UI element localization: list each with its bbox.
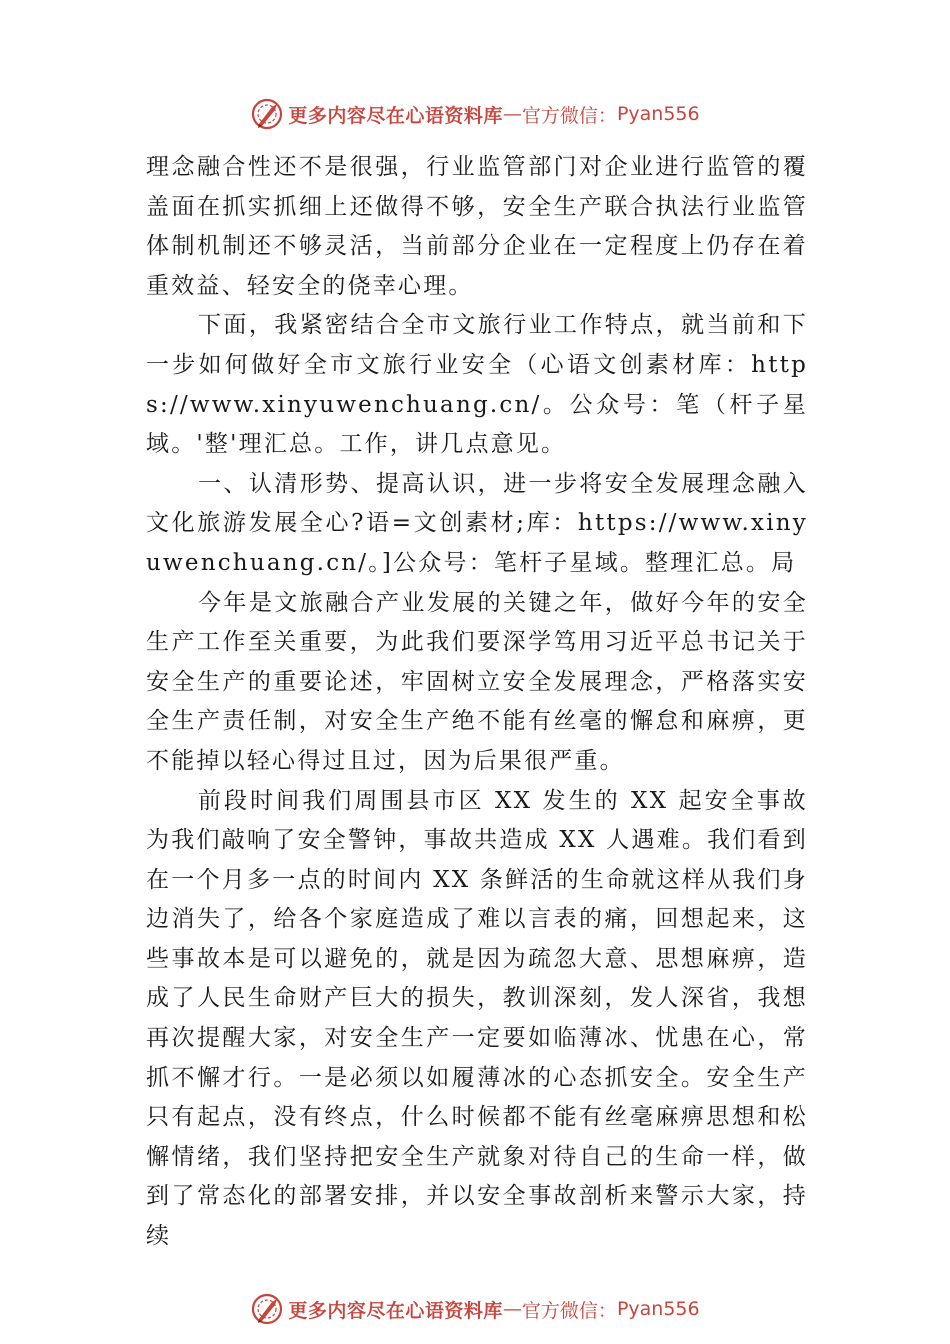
paragraph-1: 理念融合性还不是很强，行业监管部门对企业进行监管的覆盖面在抓实抓细上还做得不够，安全生产联合执法行业监管体制机制还不够灵活，当前部分企业在一定程度上仍存在着重效益、轻安全的侥幸心理。 bbox=[146, 154, 808, 299]
paragraph-2: 下面，我紧密结合全市文旅行业工作特点，就当前和下一步如何做好全市文旅行业安全（心语文创素材库：https://www.xinyuwenchuang.cn/。公众号：笔（杆子星域。'整'理汇总。工作，讲几点意见。 bbox=[146, 312, 808, 458]
banner-sub-text: 官方微信： bbox=[521, 104, 617, 127]
paragraph-4: 前段时间我们周围县市区 XX 发生的 XX 起安全事故为我们敲响了安全警钟，事故共造成 XX 人遇难。我们看到在一个月多一点的时间内 XX 条鲜活的生命就这样从我们身边消失了，给各个家庭造成了难以言表的痛，回想起来，这些事故本是可以避免的，就是因为疏忽大意、思想麻痹，造成了人民生命财产巨大的损失，教训深刻，发人深省，我想再次提醒大家，对安全生产一定要如临薄冰、忧患在心，常抓不懈才行。一是必须以如履薄冰的心态抓安全。安全生产只有起点，没有终点，什么时候都不能有丝毫麻痹思想和松懈情绪，我们坚持把安全生产就象对待自己的生命一样，做到了常态化的部署安排，并以安全事故剖析来警示大家，持续 bbox=[146, 787, 808, 1250]
banner-separator: — bbox=[502, 103, 522, 125]
footer-wechat-id: Pyan556 bbox=[616, 1298, 700, 1320]
banner-main-text: 更多内容尽在心语资料库 bbox=[288, 104, 503, 127]
document-body bbox=[146, 148, 808, 1257]
footer-separator: — bbox=[502, 1298, 522, 1320]
banner-wechat-id: Pyan556 bbox=[616, 103, 700, 125]
paragraph-3: 今年是文旅融合产业发展的关键之年，做好今年的安全生产工作至关重要，为此我们要深学笃用习近平总书记关于安全生产的重要论述，牢固树立安全发展理念，严格落实安全生产责任制，对安全生产绝不能有丝毫的懈怠和麻痹，更不能掉以轻心得过且过，因为后果很严重。 bbox=[146, 589, 808, 774]
section-heading-1: 一、认清形势、提高认识，进一步将安全发展理念融入文化旅游发展全心?语=文创素材;库：https://www.xinyuwenchuang.cn/。]公众号：笔杆子星域。整理汇总。局 bbox=[146, 470, 808, 576]
footer-banner bbox=[0, 1289, 950, 1329]
pen-nib-circle-icon bbox=[250, 97, 284, 131]
header-banner bbox=[0, 94, 950, 134]
pen-nib-circle-icon bbox=[250, 1292, 284, 1326]
footer-sub-text: 官方微信： bbox=[521, 1299, 617, 1322]
footer-main-text: 更多内容尽在心语资料库 bbox=[288, 1299, 503, 1322]
